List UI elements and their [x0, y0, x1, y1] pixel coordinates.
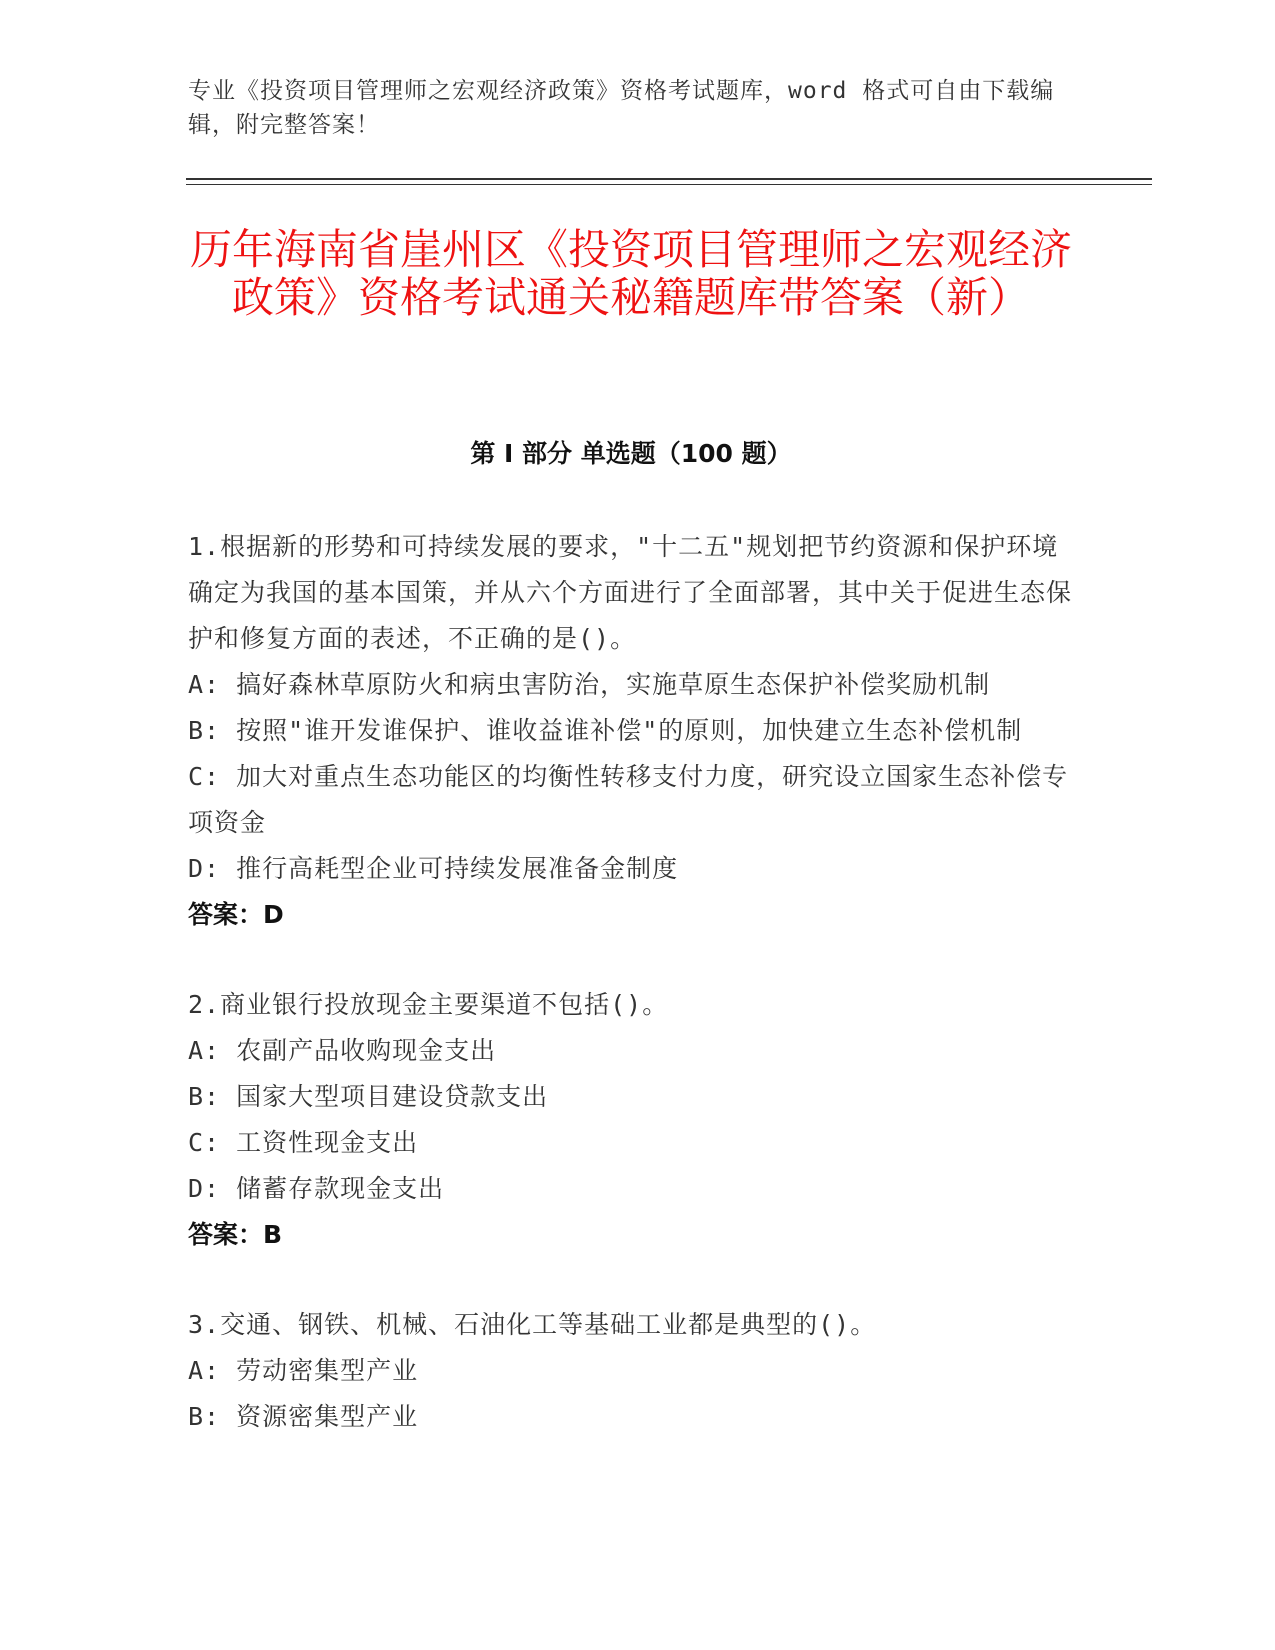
- document-title: 历年海南省崖州区《投资项目管理师之宏观经济政策》资格考试通关秘籍题库带答案（新）: [189, 225, 1072, 322]
- question-stem: 3.交通、钢铁、机械、石油化工等基础工业都是典型的()。: [188, 1310, 877, 1339]
- question-stem: 2.商业银行投放现金主要渠道不包括()。: [188, 990, 669, 1019]
- header-rule-thick: [186, 178, 1152, 180]
- option-b: B: 资源密集型产业: [188, 1402, 419, 1431]
- question-list: [188, 524, 1078, 1484]
- option-b: B: 国家大型项目建设贷款支出: [188, 1082, 549, 1111]
- section-title: 第 I 部分 单选题（100 题）: [470, 439, 792, 468]
- question-stem: 1.根据新的形势和可持续发展的要求，"十二五"规划把节约资源和保护环境确定为我国的基本国策，并从六个方面进行了全面部署，其中关于促进生态保护和修复方面的表述，不正确的是()。: [188, 532, 1073, 653]
- question-3: [188, 1302, 1078, 1440]
- header-rule-thin: [186, 184, 1152, 185]
- option-a: A: 农副产品收购现金支出: [188, 1036, 497, 1065]
- option-a: A: 搞好森林草原防火和病虫害防治，实施草原生态保护补偿奖励机制: [188, 670, 991, 699]
- header-note: 专业《投资项目管理师之宏观经济政策》资格考试题库，word 格式可自由下载编辑，附完整答案！: [188, 78, 1055, 138]
- question-2: [188, 982, 1078, 1258]
- option-c: C: 加大对重点生态功能区的均衡性转移支付力度，研究设立国家生态补偿专项资金: [188, 762, 1069, 837]
- option-d: D: 推行高耗型企业可持续发展准备金制度: [188, 854, 679, 883]
- option-b: B: 按照"谁开发谁保护、谁收益谁补偿"的原则，加快建立生态补偿机制: [188, 716, 1023, 745]
- option-c: C: 工资性现金支出: [188, 1128, 419, 1157]
- option-d: D: 储蓄存款现金支出: [188, 1174, 445, 1203]
- option-a: A: 劳动密集型产业: [188, 1356, 419, 1385]
- answer: 答案：B: [188, 1220, 283, 1249]
- answer: 答案：D: [188, 900, 284, 929]
- question-1: [188, 524, 1078, 938]
